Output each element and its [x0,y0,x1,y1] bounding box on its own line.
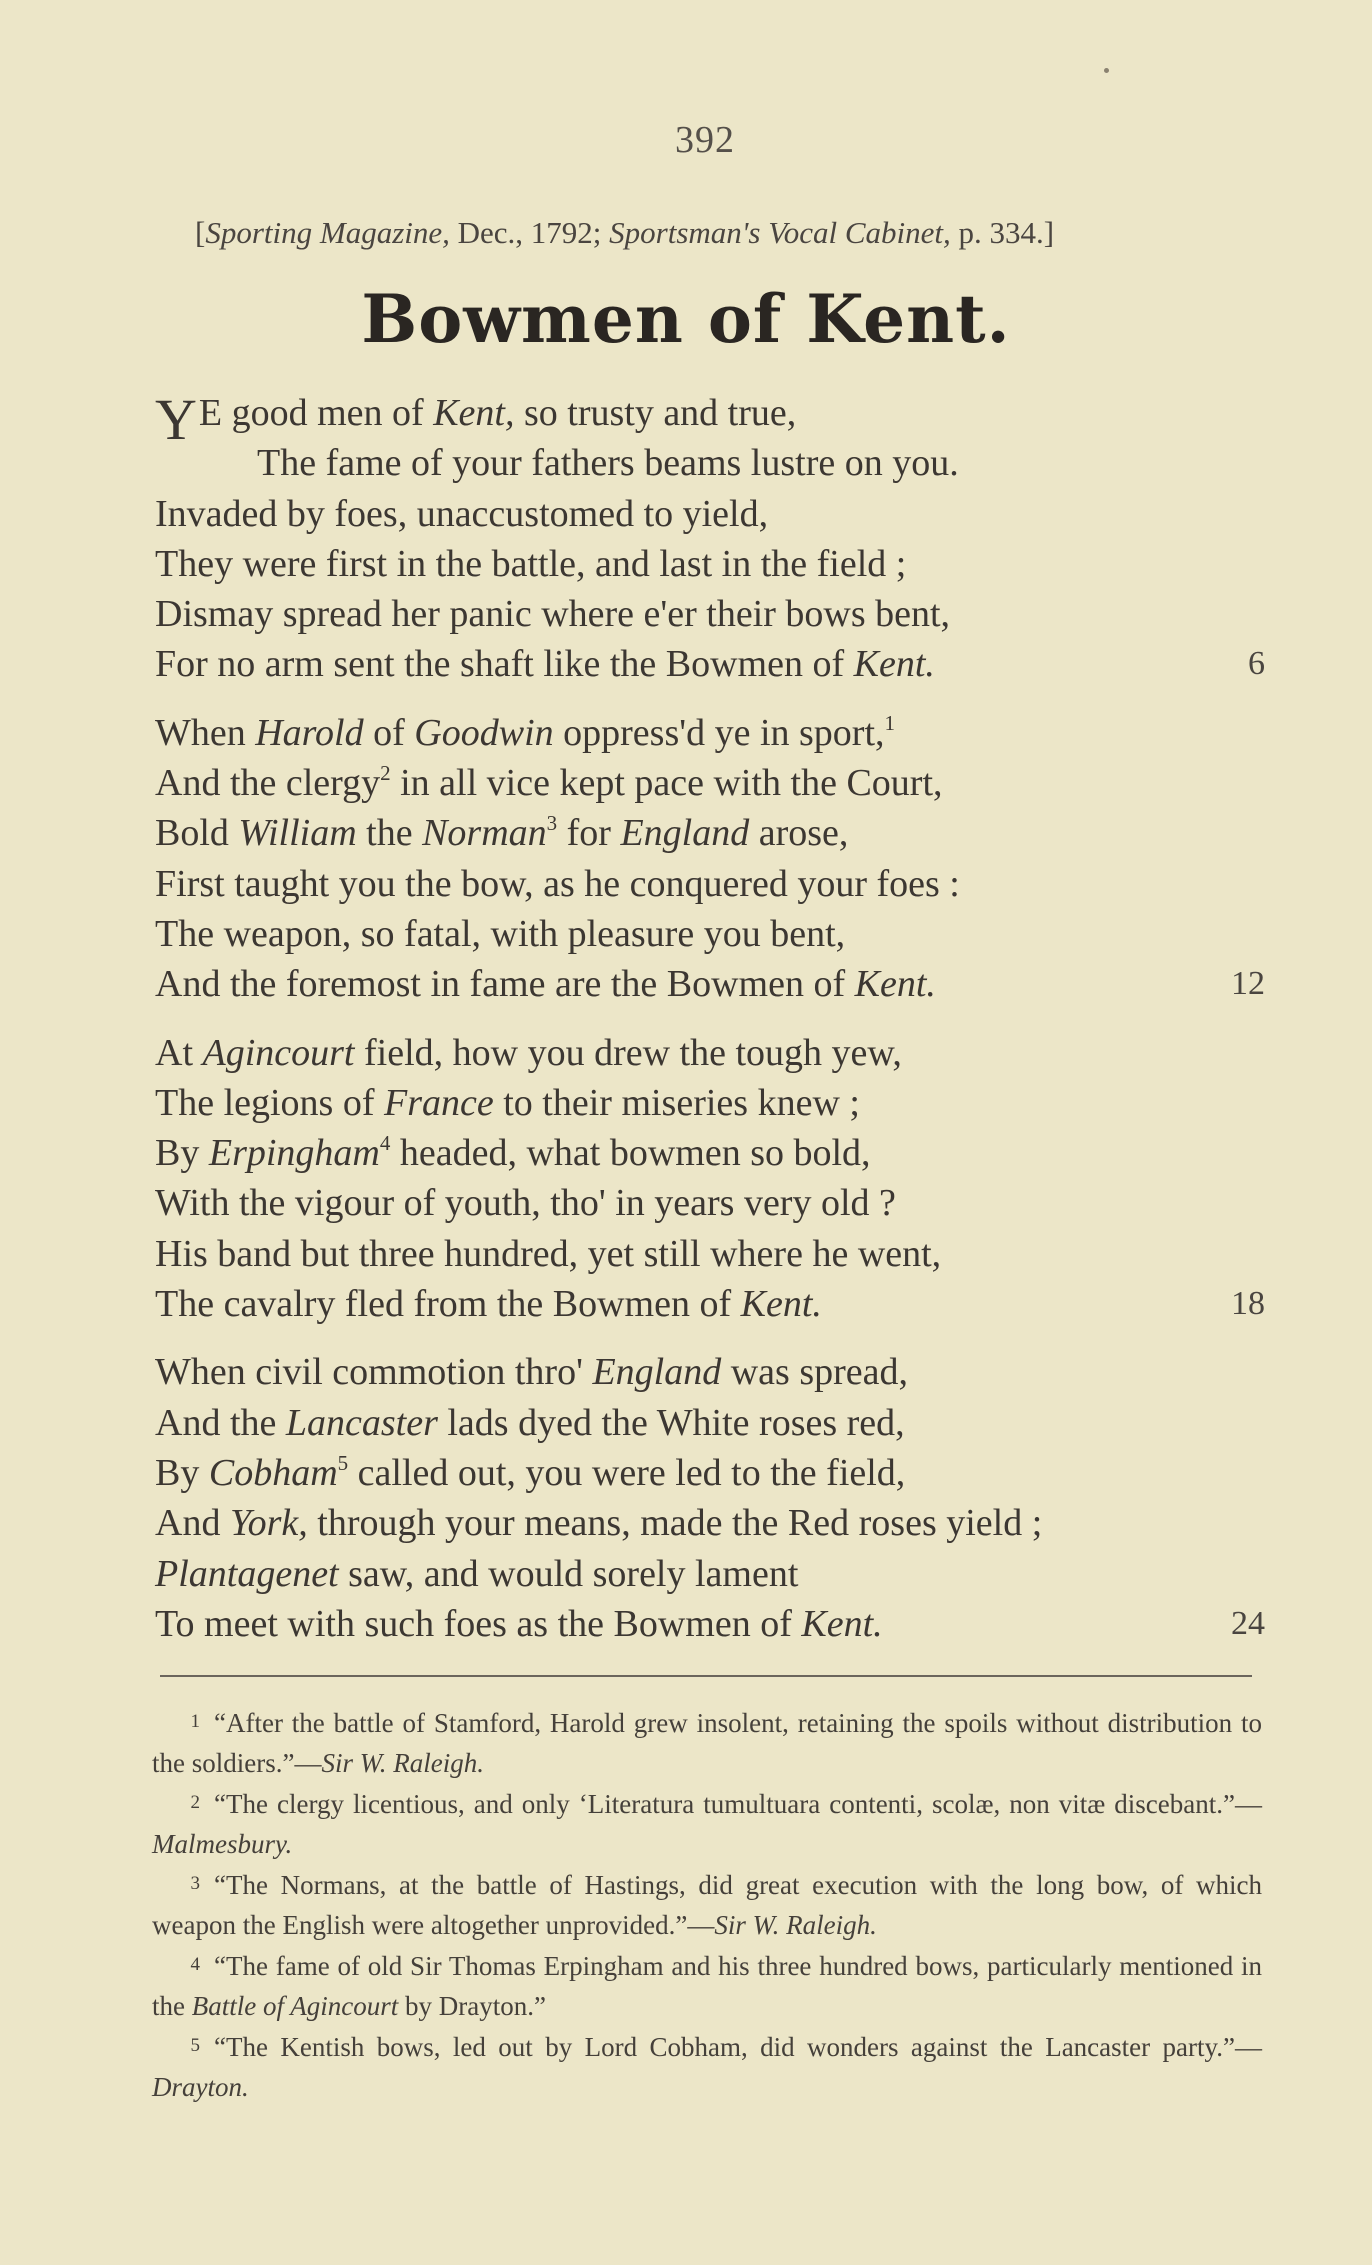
poem-line [155,808,1265,858]
italic-text: Kent. [740,1283,822,1326]
text-run: so trusty and true, [514,392,797,434]
italic-text: Norman [422,812,547,855]
text-run: arose, [749,812,849,855]
poem-line [155,639,1265,689]
poem-line [155,1599,1265,1649]
poem-line [155,1498,1265,1548]
italic-text: Lancaster [285,1401,438,1444]
footnote [152,1783,1262,1864]
italic-text: Kent. [853,643,935,686]
text-run: to their miseries knew ; [493,1081,860,1124]
text-run: The weapon, so fatal, with pleasure you bent, [155,912,846,955]
text-run: field, how you drew the tough yew, [354,1031,902,1074]
poem-line [155,1347,1265,1397]
line-number: 12 [1231,965,1265,1003]
text-run: E good men of [198,392,434,434]
text-run: When civil commotion thro' [155,1351,593,1394]
italic-text: Agincourt [202,1031,355,1074]
poem-line [155,1229,1265,1279]
text-run: First taught you the bow, as he conquered your foes : [155,862,960,905]
stanza [155,1347,1265,1649]
footnote [152,1702,1262,1783]
text-run: called out, you were led to the field, [348,1451,906,1494]
text-run: The cavalry fled from the Bowmen of [155,1283,741,1326]
page-number: 392 [675,119,735,161]
text-run: And the clergy [155,762,381,805]
footnote-label: 1 [190,1711,200,1732]
italic-text: Cobham [208,1451,338,1494]
footnote-label: 3 [190,1873,200,1894]
text-run: The fame of your fathers beams lustre on you. [257,442,959,485]
italic-text: Sir W. Raleigh. [321,1748,484,1778]
text-run: Dismay spread her panic where e'er their bows bent, [155,593,951,636]
footnotes [152,1702,1262,2107]
text-run: headed, what bowmen so bold, [390,1132,871,1175]
footnote-divider [160,1675,1252,1677]
text-run: With the vigour of youth, tho' in years very old ? [155,1182,896,1225]
poem-line [155,489,1265,539]
text-run: by Drayton.” [398,1991,546,2021]
poem-body [155,388,1265,1667]
text-run: was spread, [721,1351,908,1394]
text-run: “The Normans, at the battle of Hastings, did great execution with the long bow, of which weapon the English were altogether unprovided.”— [152,1870,1262,1940]
poem-line [155,1279,1265,1329]
source-citation [195,215,1235,251]
poem-title: Bowmen of Kent. [361,280,1011,358]
footnote-label: 2 [190,1792,200,1813]
text-run: They were first in the battle, and last in the field ; [155,542,907,585]
text-run: oppress'd ye in sport, [553,711,885,754]
stanza [155,388,1265,690]
line-number: 18 [1231,1285,1265,1323]
italic-text: Battle of Agincourt [191,1991,399,2021]
footnote-label: 5 [190,2035,200,2056]
italic-text: Malmesbury. [152,1829,293,1859]
footnote [152,1864,1262,1945]
poem-line [155,1549,1265,1599]
italic-text: Goodwin [414,711,554,754]
poem-line [155,1028,1265,1078]
stanza [155,708,1265,1010]
footnote [152,1945,1262,2026]
ink-speck [1104,68,1109,73]
source-date: Dec., 1792; [449,215,610,250]
text-run: Invaded by foes, unaccustomed to yield, [155,492,769,535]
poem-line [155,758,1265,808]
text-run: of [363,711,415,754]
italic-text: William [238,812,357,855]
italic-text: Drayton. [152,2072,249,2102]
text-run: saw, and would sorely lament [338,1552,799,1595]
stanza [155,1028,1265,1330]
text-run: And the foremost in fame are the Bowmen of [155,963,855,1006]
poem-line [155,1448,1265,1498]
text-run: Bold [155,812,239,855]
italic-text: France [384,1081,494,1124]
poem-line [155,909,1265,959]
footnote-ref: 4 [379,1131,391,1156]
italic-text: Erpingham [208,1132,380,1175]
text-run: The legions of [155,1081,385,1124]
text-run: By [155,1132,209,1175]
text-run: When [155,711,256,754]
text-run: “The fame of old Sir Thomas Erpingham and his three hundred bows, particularly mentioned in the [152,1951,1262,2021]
text-run: “The clergy licentious, and only ‘Literatura tumultuara contenti, scolæ, non vitæ discebant.”— [214,1789,1262,1819]
text-run: To meet with such foes as the Bowmen of [155,1602,802,1645]
line-number: 24 [1231,1604,1265,1642]
poem-line [155,708,1265,758]
text-run: for [557,812,621,855]
source-cabinet: Sportsman's Vocal Cabinet, [609,215,951,250]
drop-cap: Y [155,387,197,452]
text-run: By [155,1451,209,1494]
italic-text: York, [229,1502,308,1545]
italic-text: Plantagenet [155,1552,339,1595]
footnote-ref: 3 [546,811,558,836]
text-run: And [155,1502,230,1545]
text-run: His band but three hundred, yet still where he went, [155,1232,942,1275]
poem-line [155,1128,1265,1178]
text-run: the [356,812,423,855]
poem-line [155,387,1265,452]
text-run: At [155,1031,203,1074]
source-page: p. 334.] [950,215,1055,250]
italic-text: England [620,812,750,855]
poem-line [155,539,1265,589]
poem-line [155,1078,1265,1128]
text-run: in all vice kept pace with the Court, [390,762,943,805]
footnote-ref: 2 [380,761,391,786]
text-run: through your means, made the Red roses yield ; [307,1502,1043,1545]
italic-text: Kent, [433,392,515,434]
italic-text: Kent. [801,1602,883,1645]
text-run: “The Kentish bows, led out by Lord Cobham, did wonders against the Lancaster party.”— [214,2032,1262,2062]
italic-text: Kent. [854,963,936,1006]
text-run: And the [155,1401,286,1444]
italic-text: Harold [255,711,364,754]
source-magazine: Sporting Magazine, [205,215,450,250]
footnote-ref: 1 [884,710,896,735]
text-run: For no arm sent the shaft like the Bowmen of [155,643,854,686]
italic-text: Sir W. Raleigh. [714,1910,877,1940]
poem-line [155,1178,1265,1228]
text-run: lads dyed the White roses red, [437,1401,905,1444]
footnote [152,2026,1262,2107]
italic-text: England [592,1351,722,1394]
footnote-ref: 5 [337,1450,349,1475]
source-open-bracket: [ [195,215,206,250]
poem-line [155,1398,1265,1448]
line-number: 6 [1248,645,1265,683]
poem-line [155,438,1265,488]
poem-line [155,959,1265,1009]
poem-line [155,859,1265,909]
footnote-label: 4 [190,1954,200,1975]
text-run: “After the battle of Stamford, Harold grew insolent, retaining the spoils without distribution to the soldiers.”— [152,1708,1262,1778]
poem-line [155,589,1265,639]
